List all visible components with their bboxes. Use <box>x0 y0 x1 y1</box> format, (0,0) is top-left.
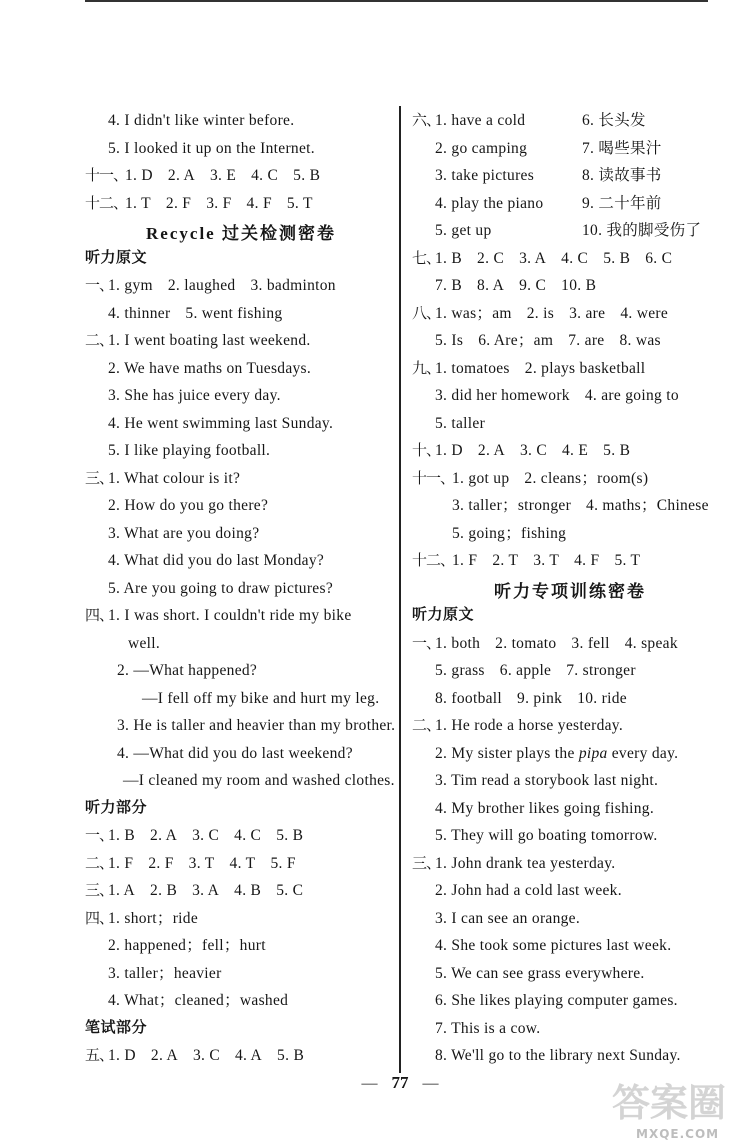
answer-line <box>412 905 744 933</box>
answer-item: 1. both <box>435 634 481 652</box>
answer-item: 1. D <box>435 442 463 459</box>
answer-line <box>412 327 744 355</box>
answer-line <box>85 657 397 685</box>
answer-item: 3. are <box>569 304 606 322</box>
answer-item: 3. He is taller and heavier than my brother. <box>117 717 396 734</box>
answer-item: 2. F <box>148 854 174 872</box>
answer-item: 2. tomato <box>495 634 557 652</box>
footer-dash: — <box>422 1075 439 1092</box>
subsection-heading: 听力原文 <box>85 249 148 266</box>
answer-item: 3. taller；heavier <box>108 964 222 982</box>
answer-item: 5. They will go boating tomorrow. <box>435 827 658 844</box>
answer-item: 2. A <box>150 827 178 844</box>
answer-line <box>412 740 744 768</box>
answer-line <box>412 272 744 300</box>
answer-item: 2. John had a cold last week. <box>435 882 622 899</box>
sentence-part: 2. My sister plays the <box>435 744 579 762</box>
answer-item: 5. grass <box>435 662 485 679</box>
answer-line <box>85 355 397 383</box>
answer-item: 1. F <box>452 552 478 569</box>
answer-item: 5. Is <box>435 332 464 349</box>
answer-item: 4. My brother likes going fishing. <box>435 799 655 817</box>
answer-line <box>85 437 397 465</box>
answer-item: 8. 读故事书 <box>582 167 662 184</box>
answer-line <box>412 437 744 465</box>
answer-line <box>412 822 744 850</box>
answer-item: 9. 二十年前 <box>582 194 662 212</box>
answer-item: 6. apple <box>499 662 552 679</box>
answer-item: 5. C <box>276 882 304 899</box>
section-number: 八、 <box>412 305 441 322</box>
right-column <box>412 107 744 1070</box>
answer-item: 3. A <box>192 882 220 899</box>
answer-item: 1. A <box>108 882 136 899</box>
answer-line <box>85 877 397 905</box>
answer-item: 1. John drank tea yesterday. <box>435 854 616 872</box>
answer-item: 2. A <box>167 167 195 184</box>
answer-item: 7. 喝些果汁 <box>582 139 662 157</box>
answer-item: 5. taller <box>435 414 486 432</box>
section-number: 六、 <box>412 113 441 129</box>
answer-item: 4. C <box>251 167 279 184</box>
top-rule <box>85 0 708 2</box>
answer-item: 5. I like playing football. <box>108 442 271 459</box>
answer-line <box>85 107 397 135</box>
answer-item: 4. were <box>620 304 669 322</box>
answer-item: 2. —What happened? <box>117 662 258 679</box>
answer-item: 3. Tim read a storybook last night. <box>435 772 659 789</box>
answer-item: 3. did her homework <box>435 387 570 404</box>
answer-item: 6. C <box>645 249 673 267</box>
answer-item: 4. I didn't like winter before. <box>108 112 295 129</box>
answer-item: 5. We can see grass everywhere. <box>435 964 645 982</box>
section-number: 四、 <box>85 608 114 624</box>
section-number: 七、 <box>412 250 441 267</box>
answer-item: 4. maths；Chinese <box>586 497 709 514</box>
section-number: 十、 <box>412 443 441 459</box>
answer-item: 1. have a cold <box>435 112 526 129</box>
answer-line <box>412 630 744 658</box>
answer-item: 4. A <box>235 1047 263 1064</box>
answer-line <box>412 492 744 520</box>
watermark-logo: 答案圈 <box>612 1083 727 1125</box>
answer-item: 8. was <box>619 332 661 349</box>
answer-item: 3. She has juice every day. <box>108 387 281 404</box>
answer-item: 1. gym <box>108 277 153 294</box>
answer-item: 9. pink <box>517 689 563 707</box>
answer-item: 5. I looked it up on the Internet. <box>108 139 315 157</box>
answer-line <box>412 465 744 493</box>
answer-item: 3. F <box>206 194 232 212</box>
footer-dash: — <box>361 1075 378 1092</box>
answer-item: 8. A <box>477 277 505 294</box>
section-number: 五、 <box>85 1048 114 1064</box>
answer-line <box>412 1042 744 1070</box>
answer-line <box>412 685 744 713</box>
answer-line <box>412 987 744 1015</box>
answer-item: 5. B <box>603 249 631 267</box>
section-number: 十二、 <box>412 553 455 569</box>
section-number: 三、 <box>85 883 114 899</box>
answer-line <box>85 547 397 575</box>
answer-line <box>412 107 744 135</box>
answer-item: 5. went fishing <box>185 304 283 322</box>
answer-item: 4. B <box>234 882 262 899</box>
answer-line <box>85 602 397 630</box>
answer-item: 2. A <box>477 442 505 459</box>
page-footer <box>340 1069 460 1097</box>
answer-item: 2. cleans；room(s) <box>524 469 649 487</box>
answer-item: 4. C <box>561 249 589 267</box>
answer-item: 2. laughed <box>167 277 236 294</box>
left-column <box>85 107 397 1070</box>
answer-item: 3. What are you doing? <box>108 524 260 542</box>
answer-item: 6. Are；am <box>478 332 554 349</box>
answer-item: 1. was；am <box>435 304 512 322</box>
answer-line <box>85 905 397 933</box>
answer-item: 10. ride <box>577 689 627 707</box>
answer-item: 1. He rode a horse yesterday. <box>435 717 624 734</box>
answer-item: 7. stronger <box>566 662 636 679</box>
answer-item: 4. F <box>574 552 600 569</box>
answer-item: 3. C <box>519 442 547 459</box>
column-divider <box>399 106 401 1073</box>
answer-item: 1. D <box>108 1047 136 1064</box>
answer-item: 4. What；cleaned；washed <box>108 992 289 1009</box>
answer-item: 5. B <box>277 1047 305 1064</box>
section-number: 三、 <box>412 855 441 872</box>
subsection-heading: 笔试部分 <box>85 1019 148 1036</box>
answer-item: 2. We have maths on Tuesdays. <box>108 359 312 377</box>
answer-item: 2. plays basketball <box>524 359 646 377</box>
answer-line <box>412 300 744 328</box>
answer-item: 3. T <box>188 854 215 872</box>
section-number: 三、 <box>85 470 114 487</box>
answer-item: 8. We'll go to the library next Sunday. <box>435 1047 681 1064</box>
answer-line <box>85 575 397 603</box>
answer-item: 5. F <box>270 854 296 872</box>
answer-line <box>85 960 397 988</box>
answer-item: 2. How do you go there? <box>108 497 269 514</box>
sentence-part: every day. <box>607 744 679 762</box>
answer-item: 7. This is a cow. <box>435 1019 541 1037</box>
answer-line <box>85 492 397 520</box>
answer-line <box>412 217 744 245</box>
answer-item: 4. play the piano <box>435 194 544 212</box>
answer-line <box>85 382 397 410</box>
answer-line <box>412 657 744 685</box>
answer-item: 5. get up <box>435 222 492 239</box>
answer-item: 9. C <box>519 277 547 294</box>
answer-item: 5. Are you going to draw pictures? <box>108 579 333 597</box>
answer-line <box>412 382 744 410</box>
answer-item: 3. badminton <box>250 277 336 294</box>
answer-item: 4. F <box>246 194 272 212</box>
answer-item: —I fell off my bike and hurt my leg. <box>142 689 380 707</box>
subsection-heading: 听力部分 <box>85 799 148 816</box>
answer-line <box>85 685 397 713</box>
answer-line <box>412 162 744 190</box>
answer-line <box>412 410 744 438</box>
answer-item: 3. E <box>209 167 237 184</box>
answer-item: 2. C <box>477 249 505 267</box>
answer-item: 4. C <box>234 827 262 844</box>
section-number: 十一、 <box>85 168 128 184</box>
answer-line <box>412 547 744 575</box>
answer-line <box>85 327 397 355</box>
answer-line <box>412 245 744 273</box>
section-number: 四、 <box>85 910 114 927</box>
answer-line <box>85 465 397 493</box>
answer-line <box>85 410 397 438</box>
section-heading: 听力专项训练密卷 <box>494 581 646 601</box>
answer-line <box>85 272 397 300</box>
answer-line <box>85 740 397 768</box>
answer-item: 2. go camping <box>435 139 528 157</box>
answer-line <box>85 190 397 218</box>
answer-item: 1. tomatoes <box>435 359 510 377</box>
answer-item: 3. fell <box>571 634 610 652</box>
answer-line <box>85 712 397 740</box>
answer-line <box>412 877 744 905</box>
answer-item: 3. take pictures <box>435 167 535 184</box>
answer-line <box>412 932 744 960</box>
answer-line <box>412 1015 744 1043</box>
answer-item: 4. E <box>562 442 589 459</box>
answer-line <box>412 795 744 823</box>
answer-line <box>85 162 397 190</box>
answer-item: 1. B <box>108 827 136 844</box>
answer-line <box>412 960 744 988</box>
italic-word: pipa <box>578 744 608 762</box>
answer-item: well. <box>128 634 161 652</box>
answer-item: 1. I went boating last weekend. <box>108 332 311 349</box>
section-number: 二、 <box>85 855 114 872</box>
answer-item: 4. T <box>229 854 256 872</box>
answer-item: 3. C <box>192 1047 220 1064</box>
answer-item: 3. C <box>192 827 220 844</box>
answer-item: 1. B <box>435 249 463 267</box>
answer-line <box>85 135 397 163</box>
answer-item: —I cleaned my room and washed clothes. <box>123 772 395 789</box>
answer-item: 8. football <box>435 689 503 707</box>
answer-item: 10. B <box>561 277 597 294</box>
section-number: 一、 <box>412 635 441 652</box>
answer-line <box>85 767 397 795</box>
answer-item: 4. thinner <box>108 304 171 322</box>
answer-item: 3. I can see an orange. <box>435 909 581 927</box>
answer-item: 5. T <box>286 194 313 212</box>
answer-item: 4. He went swimming last Sunday. <box>108 414 334 432</box>
answer-item: 6. She likes playing computer games. <box>435 992 678 1009</box>
answer-item: 5. going；fishing <box>452 524 567 542</box>
answer-item: 1. got up <box>452 469 510 487</box>
answer-line <box>412 712 744 740</box>
answer-item: 5. T <box>614 552 641 569</box>
answer-item: 3. A <box>519 249 547 267</box>
section-number: 一、 <box>85 828 114 844</box>
answer-item: 7. B <box>435 277 463 294</box>
answer-item: 4. She took some pictures last week. <box>435 937 672 954</box>
answer-line <box>85 822 397 850</box>
answer-item: 2. A <box>150 1047 178 1064</box>
answer-line <box>85 850 397 878</box>
answer-line <box>412 850 744 878</box>
section-number: 十一、 <box>412 470 455 487</box>
answer-item: 4. —What did you do last weekend? <box>117 744 353 762</box>
answer-item: 3. taller；stronger <box>452 497 572 514</box>
subsection-heading: 听力原文 <box>412 607 475 623</box>
answer-item: 10. 我的脚受伤了 <box>582 222 702 239</box>
section-heading: Recycle 过关检测密卷 <box>146 224 336 243</box>
section-number: 二、 <box>412 718 441 734</box>
page-number: 77 <box>391 1073 409 1092</box>
answer-item: 4. are going to <box>584 387 679 404</box>
answer-item: 1. F <box>108 854 134 872</box>
answer-line <box>85 1042 397 1070</box>
answer-item: 1. What colour is it? <box>108 469 241 487</box>
answer-item: 3. T <box>533 552 560 569</box>
answer-item: 5. B <box>293 167 321 184</box>
answer-line <box>412 190 744 218</box>
answer-item: 5. B <box>603 442 631 459</box>
answer-line <box>412 767 744 795</box>
section-number: 二、 <box>85 333 114 349</box>
answer-item: 1. T <box>125 194 151 212</box>
answer-line <box>85 300 397 328</box>
answer-line <box>85 520 397 548</box>
answer-line <box>412 355 744 383</box>
watermark-site: MXQE.COM <box>636 1127 720 1141</box>
answer-line <box>412 135 744 163</box>
answer-item: 1. I was short. I couldn't ride my bike <box>108 607 352 624</box>
answer-item: 1. D <box>125 167 153 184</box>
answer-item: 4. What did you do last Monday? <box>108 552 325 569</box>
answer-item: 2. F <box>165 194 192 212</box>
answer-line <box>85 987 397 1015</box>
answer-item: 1. short；ride <box>108 909 198 927</box>
answer-item: 2. T <box>492 552 519 569</box>
answer-line <box>85 630 397 658</box>
answer-item: 5. B <box>276 827 304 844</box>
answer-item: 6. 长头发 <box>582 112 646 129</box>
answer-item: 2. is <box>526 304 555 322</box>
answer-item: 2. B <box>150 882 178 899</box>
answer-item: 7. are <box>568 332 605 349</box>
answer-line <box>85 932 397 960</box>
section-number: 十二、 <box>85 195 128 212</box>
answer-item: 4. speak <box>624 634 678 652</box>
section-number: 九、 <box>412 360 441 377</box>
section-number: 一、 <box>85 278 114 294</box>
answer-line <box>412 520 744 548</box>
answer-item: 2. happened；fell；hurt <box>108 937 266 954</box>
